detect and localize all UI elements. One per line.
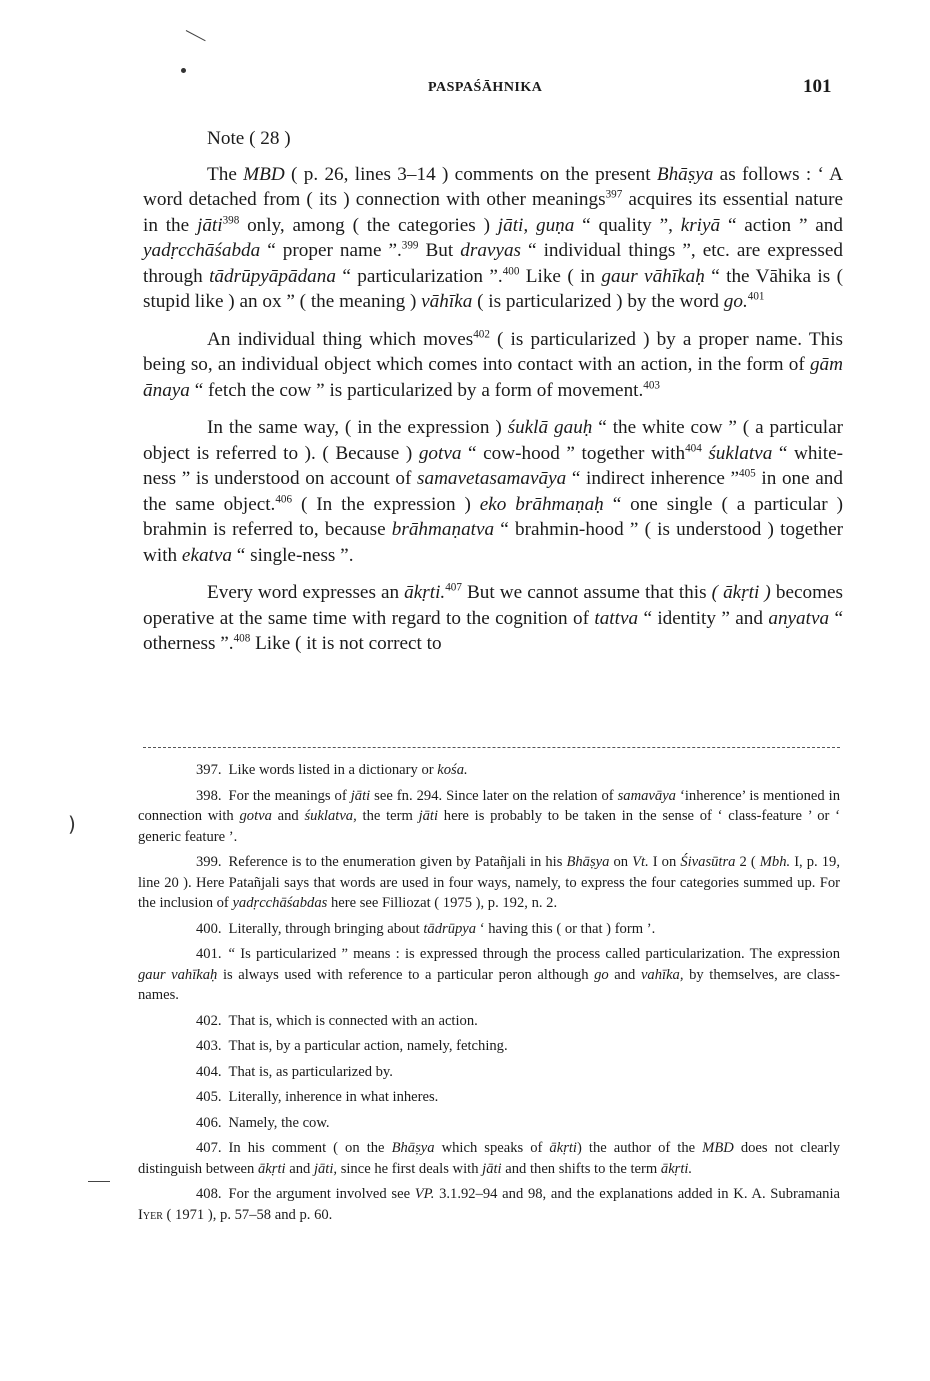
term-italic: anyatva (768, 607, 830, 629)
term-italic: go. (723, 291, 748, 312)
term-italic: vahīka, (640, 966, 684, 983)
term-italic: gaur vahīkaḥ (138, 966, 218, 983)
text-run: by themselves, are class-names. (138, 966, 840, 1003)
text-run: I, p. 19, line 20 ). Here Patañjali says that words are used in four ways, namely, to express the four categories summed up. For the inclusion of (138, 854, 840, 911)
footnote-number: 401. (196, 946, 222, 962)
text-run: In his comment ( on the (228, 1140, 392, 1156)
text-run: “ otherness ”. (143, 607, 843, 654)
text-run: does not clearly distinguish between (138, 1140, 840, 1177)
footnote-ref: 404 (685, 442, 702, 455)
term-italic: Mbh. (759, 854, 791, 870)
text-run: An individual thing which moves (207, 328, 474, 350)
term-italic: jāti (418, 808, 439, 824)
term-italic: Vt. (632, 854, 649, 870)
text-run: For the meanings of (228, 787, 351, 804)
text-run: ( is particularized ) by the word (472, 291, 724, 312)
footnote-number: 408. (196, 1186, 222, 1202)
term-italic: Bhāṣya (656, 163, 714, 185)
footnote-number: 400. (196, 920, 222, 937)
term-italic: yadṛcchāśabdas (232, 895, 328, 911)
text-run: ( 1971 ), p. 57–58 and p. 60. (162, 1206, 333, 1223)
scan-mark-stroke (186, 30, 206, 41)
text-run: “ indirect inherence ” (566, 468, 740, 489)
text-run: and then shifts to the term (501, 1160, 661, 1177)
footnote-number: 397. (196, 762, 222, 778)
text-run: 2 ( (735, 854, 760, 870)
text-run: ( In the expression ) (292, 493, 480, 515)
term-italic: śuklatva, (304, 808, 357, 824)
text-run: see fn. 294. Since later on the relation of (370, 787, 618, 804)
term-italic: kriyā (680, 214, 721, 236)
text-run: “ one single ( a particular ) brahmin is referred to, because (143, 493, 843, 540)
term-italic: eko brāhmaṇaḥ (479, 493, 604, 515)
scan-mark-paren: ) (68, 812, 76, 836)
term-italic: jāti, (313, 1160, 338, 1177)
footnote-number: 404. (196, 1063, 222, 1080)
footnote-ref: 408 (233, 632, 251, 645)
footnote-ref: 405 (739, 467, 756, 480)
term-italic: VP. (414, 1186, 435, 1202)
term-italic: ākṛti. (404, 582, 446, 603)
term-italic: tādrūpyāpādana (209, 265, 336, 287)
text-run: the term (356, 808, 419, 824)
term-italic: ākṛti (549, 1140, 577, 1156)
paragraph-1 (143, 162, 843, 315)
term-italic: jāti (350, 787, 371, 804)
text-run: That is, as particularized by. (228, 1063, 393, 1080)
term-italic: samavetasamavāya (417, 468, 567, 489)
paragraph-4 (143, 580, 843, 657)
term-italic: dravyas (460, 240, 522, 261)
text-run: ‘ having this ( or that ) form ’. (476, 920, 656, 937)
footnote-407 (138, 1138, 840, 1179)
text-run: and (285, 1160, 314, 1177)
scan-mark-dot (181, 68, 186, 73)
text-run: I on (648, 854, 681, 870)
term-italic: ( ākṛti ) (711, 582, 771, 603)
text-run: 3.1.92–94 and 98, and the explanations added in K. A. Subramania (434, 1186, 841, 1202)
text-run: “ brahmin-hood ” ( is understood ) together with (143, 519, 843, 566)
term-italic: ākṛti. (660, 1160, 693, 1177)
term-italic: tādrūpya (423, 920, 477, 937)
footnote-divider (143, 747, 840, 748)
text-run: “ action ” and (720, 214, 843, 236)
running-title: PASPAŚĀHNIKA (428, 80, 543, 95)
footnote-number: 402. (196, 1012, 222, 1029)
footnote-402 (138, 1011, 840, 1032)
footnote-ref: 400 (502, 265, 520, 278)
footnote-403 (138, 1036, 840, 1057)
term-italic: kośa. (437, 762, 468, 778)
term-italic: gotva (239, 808, 272, 824)
term-italic: Bhāṣya (566, 854, 610, 870)
footnote-number: 406. (196, 1114, 222, 1131)
term-italic: gotva (418, 442, 462, 464)
text-run: But (418, 240, 461, 261)
term-italic: śuklā gauḥ (507, 417, 593, 438)
footnote-number: 407. (196, 1140, 222, 1156)
footnote-ref: 406 (275, 493, 293, 506)
term-italic: MBD (243, 163, 285, 185)
term-italic: jāti (196, 214, 223, 236)
text-run: For the argument involved see (228, 1186, 415, 1202)
text-run: ( is particularized ) by a proper name. This being so, an individual object which comes into contact with an action, in the form of (143, 328, 844, 375)
text-run: is always used with reference to a particular peron although (217, 966, 595, 983)
text-run: only, among ( the categories ) (239, 214, 498, 236)
text-run: “ proper name ”. (260, 240, 402, 261)
term-italic: Śivasūtra (680, 854, 736, 870)
footnote-398 (138, 786, 840, 848)
term-italic: gaur vāhīkaḥ (601, 265, 705, 287)
term-italic: ākṛti (257, 1160, 286, 1177)
text-run: as follows : ‘ A word detached from ( its ) connection with other meanings (143, 163, 843, 210)
text-run: “ fetch the cow ” is particularized by a form of movement. (189, 379, 644, 401)
text-run: Like ( it is not correct to (250, 633, 442, 654)
footnote-ref: 403 (643, 379, 660, 392)
term-italic: go (594, 966, 609, 983)
text-run: since he first deals with (337, 1160, 483, 1177)
text-run: “ single-ness ”. (232, 544, 354, 566)
paragraph-3 (143, 415, 843, 568)
text-run: Reference is to the enumeration given by Patañjali in his (228, 854, 567, 870)
text-run: Literally, through bringing about (228, 920, 424, 937)
text-run: ‘inherence’ is mentioned in connection with (138, 787, 840, 824)
footnote-number: 399. (196, 854, 222, 870)
footnote-399 (138, 852, 840, 914)
footnote-397 (138, 760, 840, 781)
text-run: and (608, 966, 641, 983)
footnote-number: 398. (196, 787, 222, 804)
footnote-ref: 397 (605, 188, 623, 201)
footnote-408 (138, 1184, 840, 1225)
term-italic: yadṛcchāśabda (143, 240, 261, 261)
text-run: That is, by a particular action, namely, fetching. (228, 1038, 508, 1054)
text-run: Like ( in (519, 265, 602, 287)
term-italic: gām ānaya (143, 354, 843, 401)
text-run: In the same way, ( in the expression ) (207, 417, 508, 438)
text-run: “ Is particularized ” means : is expressed through the process called particularization. The expression (228, 946, 840, 962)
scan-mark-dash (88, 1181, 110, 1182)
text-run: The (207, 163, 244, 185)
paragraph-2 (143, 327, 843, 404)
note-heading: Note ( 28 ) (207, 128, 291, 149)
term-italic: Bhāṣya (391, 1140, 435, 1156)
footnote-400 (138, 919, 840, 940)
text-run: becomes operative at the same time with regard to the cognition of (143, 582, 843, 629)
text-run: “ identity ” and (638, 607, 769, 629)
page-header (0, 76, 930, 102)
text-run: ) the author of the (577, 1140, 703, 1156)
footnote-ref: 407 (445, 581, 462, 594)
term-italic: vāhīka (421, 291, 473, 312)
footnote-number: 405. (196, 1089, 222, 1105)
footnote-ref: 399 (401, 239, 419, 252)
text-run: That is, which is connected with an action. (228, 1012, 478, 1029)
text-run: acquires its essential nature in the (143, 189, 843, 236)
text-run: here is probably to be taken in the sense of ‘ class-feature ’ or ‘ generic feature ’. (138, 808, 840, 845)
text-run: But we cannot assume that this (461, 582, 712, 603)
text-run: “ cow-hood ” together with (461, 442, 686, 464)
footnote-number: 403. (196, 1038, 222, 1054)
text-run: on (609, 854, 633, 870)
text-run: “ particularization ”. (335, 265, 503, 287)
text-run: “ white-ness ” is understood on account of (143, 442, 843, 489)
text-run: in one and the same object. (143, 468, 843, 515)
term-italic: samavāya (617, 787, 676, 804)
text-run: Literally, inherence in what inheres. (228, 1089, 439, 1105)
term-italic: brāhmaṇatva (391, 519, 495, 540)
text-run: “ the Vāhika is ( stupid like ) an ox ” ( the meaning ) (143, 265, 843, 312)
author-name: Iyer (138, 1206, 163, 1223)
text-run: Namely, the cow. (228, 1114, 330, 1131)
text-run: which speaks of (434, 1140, 550, 1156)
main-text (143, 126, 843, 657)
text-run: ( p. 26, lines 3–14 ) comments on the present (284, 163, 657, 185)
text-run: “ individual things ”, etc. are expressed through (143, 240, 843, 287)
footnote-ref: 402 (473, 328, 490, 341)
text-run: and (271, 808, 305, 824)
text-run: “ the white cow ” ( a particular object is referred to ). ( Because ) (143, 417, 844, 464)
text-run: Like words listed in a dictionary or (228, 762, 438, 778)
footnote-405 (138, 1087, 840, 1108)
footnote-404 (138, 1062, 840, 1083)
term-italic: tattva (594, 607, 639, 629)
text-run: here see Filliozat ( 1975 ), p. 192, n. 2. (327, 895, 558, 911)
page-number: 101 (803, 76, 832, 97)
term-italic: MBD (702, 1140, 734, 1156)
term-italic: śuklatva (708, 442, 773, 464)
footnotes (138, 760, 840, 1230)
term-italic: jāti (482, 1160, 502, 1177)
term-italic: ekatva (181, 544, 232, 566)
text-run: “ quality ”, (574, 214, 681, 236)
footnote-406 (138, 1113, 840, 1134)
text-run: Every word expresses an (207, 582, 405, 603)
footnote-ref: 398 (222, 214, 240, 227)
footnote-ref: 401 (747, 290, 765, 303)
term-italic: jāti, guṇa (497, 214, 575, 236)
footnote-401 (138, 944, 840, 1006)
